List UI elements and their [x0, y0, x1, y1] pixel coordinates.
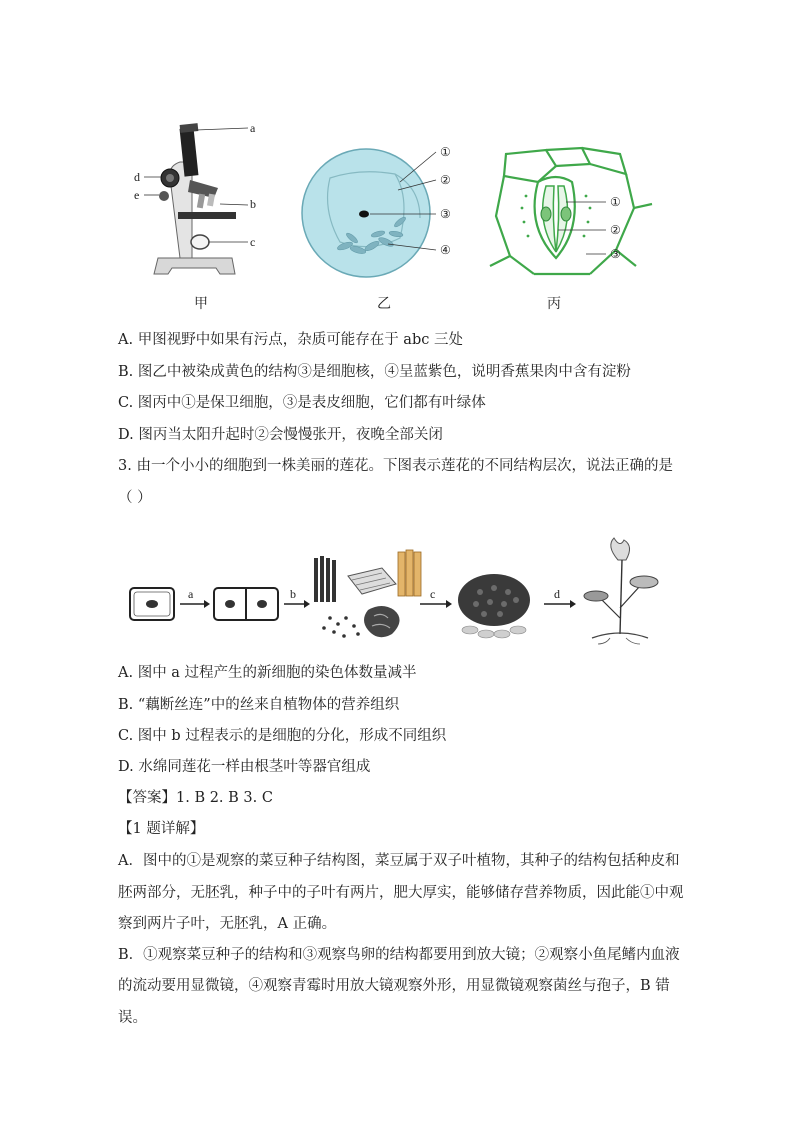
explain-line-1: A．图中的①是观察的菜豆种子结构图，菜豆属于双子叶植物，其种子的结构包括种皮和 [118, 853, 680, 869]
cell-view-figure [300, 138, 470, 288]
label-e: e [134, 188, 140, 202]
arrow-label-a: a [188, 587, 194, 601]
label-d: d [134, 170, 140, 184]
lotus-levels-figure [120, 538, 660, 648]
microscope-figure [134, 118, 280, 288]
q3-option-c: C. 图中 b 过程表示的是细胞的分化，形成不同组织 [118, 728, 447, 744]
label-c: c [250, 235, 256, 249]
q2-option-c: C. 图丙中①是保卫细胞，③是表皮细胞，它们都有叶绿体 [118, 395, 486, 411]
answer-line: 【答案】1. B 2. B 3. C [118, 790, 273, 806]
q3-option-d: D. 水绵同莲花一样由根茎叶等器官组成 [118, 759, 371, 775]
label-1: ① [610, 195, 621, 209]
caption-bing: 丙 [547, 296, 561, 312]
arrow-label-b: b [290, 587, 296, 601]
q3-option-a: A. 图中 a 过程产生的新细胞的染色体数量减半 [118, 665, 417, 681]
explain-line-6: 误。 [118, 1010, 147, 1026]
explain-line-5: 的流动要用显微镜，④观察青霉时用放大镜观察外形，用显微镜观察菌丝与孢子，B 错 [118, 978, 670, 994]
label-4: ④ [440, 243, 451, 257]
explain-line-3: 察到两片子叶，无胚乳，A 正确。 [118, 916, 337, 932]
explain-line-2: 胚两部分，无胚乳，种子中的子叶有两片，肥大厚实，能够储存营养物质，因此能①中观 [118, 885, 684, 901]
lotus-plant [584, 538, 658, 644]
stoma-figure [486, 146, 656, 282]
q3-option-b: B. “藕断丝连”中的丝来自植物体的营养组织 [118, 697, 400, 713]
explain-line-4: B．①观察菜豆种子的结构和③观察鸟卵的结构都要用到放大镜；②观察小鱼尾鳍内血液 [118, 947, 680, 963]
arrow-label-d: d [554, 587, 560, 601]
q2-option-d: D. 图丙当太阳升起时②会慢慢张开，夜晚全部关闭 [118, 427, 443, 443]
label-2: ② [610, 223, 621, 237]
tissues-group [314, 550, 421, 638]
label-1: ① [440, 145, 451, 159]
caption-jia: 甲 [194, 296, 208, 312]
q2-option-a: A. 甲图视野中如果有污点，杂质可能存在于 abc 三处 [118, 332, 463, 348]
label-3: ③ [440, 207, 451, 221]
caption-yi: 乙 [377, 296, 391, 312]
arrow-label-c: c [430, 587, 436, 601]
q2-option-b: B. 图乙中被染成黄色的结构③是细胞核，④呈蓝紫色，说明香蕉果肉中含有淀粉 [118, 364, 631, 380]
label-3: ③ [610, 247, 621, 261]
q3-stem-bracket: （ ） [118, 490, 152, 506]
q3-stem: 3. 由一个小小的细胞到一株美丽的莲花。下图表示莲花的不同结构层次，说法正确的是 [118, 458, 673, 474]
label-a: a [250, 121, 256, 135]
explain-heading: 【1 题详解】 [118, 821, 205, 837]
label-b: b [250, 197, 256, 211]
label-2: ② [440, 173, 451, 187]
